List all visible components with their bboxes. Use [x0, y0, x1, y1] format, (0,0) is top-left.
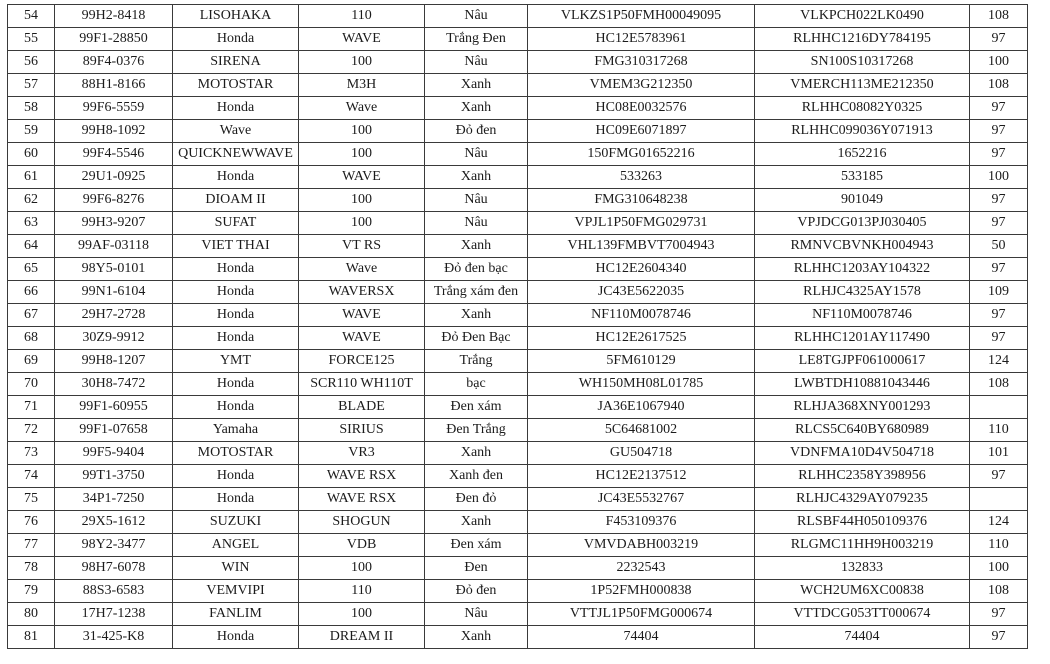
cell-engine-number: VTTJL1P50FMG000674	[528, 603, 755, 626]
cell-color: Nâu	[425, 603, 528, 626]
table-row	[8, 212, 1028, 235]
cell-engine-number: VHL139FMBVT7004943	[528, 235, 755, 258]
table-row	[8, 74, 1028, 97]
cell-frame-number: RLHJA368XNY001293	[755, 396, 970, 419]
cell-row-number: 66	[8, 281, 55, 304]
cell-model: Wave	[299, 97, 425, 120]
cell-capacity: 124	[970, 511, 1028, 534]
table-row	[8, 580, 1028, 603]
cell-color: Trắng xám đen	[425, 281, 528, 304]
cell-color: Nâu	[425, 143, 528, 166]
cell-model: SIRIUS	[299, 419, 425, 442]
cell-brand: Honda	[173, 327, 299, 350]
cell-engine-number: HC12E2604340	[528, 258, 755, 281]
cell-color: Nâu	[425, 212, 528, 235]
cell-color: Xanh	[425, 304, 528, 327]
table-row	[8, 557, 1028, 580]
cell-row-number: 59	[8, 120, 55, 143]
cell-brand: WIN	[173, 557, 299, 580]
cell-model: WAVE RSX	[299, 488, 425, 511]
table-row	[8, 373, 1028, 396]
cell-brand: YMT	[173, 350, 299, 373]
cell-engine-number: HC12E5783961	[528, 28, 755, 51]
cell-color: Trắng	[425, 350, 528, 373]
cell-brand: Honda	[173, 166, 299, 189]
cell-brand: Honda	[173, 281, 299, 304]
cell-engine-number: HC08E0032576	[528, 97, 755, 120]
table-row	[8, 534, 1028, 557]
cell-brand: Honda	[173, 373, 299, 396]
cell-model: VR3	[299, 442, 425, 465]
cell-frame-number: RLCS5C640BY680989	[755, 419, 970, 442]
cell-brand: MOTOSTAR	[173, 442, 299, 465]
cell-color: bạc	[425, 373, 528, 396]
cell-frame-number: 132833	[755, 557, 970, 580]
cell-brand: Honda	[173, 28, 299, 51]
cell-capacity: 97	[970, 97, 1028, 120]
cell-capacity: 97	[970, 28, 1028, 51]
cell-model: SCR110 WH110T	[299, 373, 425, 396]
cell-capacity: 124	[970, 350, 1028, 373]
table-row	[8, 120, 1028, 143]
table-row	[8, 166, 1028, 189]
cell-row-number: 63	[8, 212, 55, 235]
cell-frame-number: RLSBF44H050109376	[755, 511, 970, 534]
cell-engine-number: HC12E2137512	[528, 465, 755, 488]
cell-brand: VIET THAI	[173, 235, 299, 258]
cell-row-number: 77	[8, 534, 55, 557]
cell-color: Đen	[425, 557, 528, 580]
cell-color: Xanh	[425, 626, 528, 649]
cell-engine-number: FMG310648238	[528, 189, 755, 212]
cell-engine-number: HC12E2617525	[528, 327, 755, 350]
cell-engine-number: VMEM3G212350	[528, 74, 755, 97]
cell-model: WAVE	[299, 166, 425, 189]
cell-plate-number: 88H1-8166	[55, 74, 173, 97]
cell-capacity	[970, 488, 1028, 511]
cell-row-number: 70	[8, 373, 55, 396]
cell-brand: MOTOSTAR	[173, 74, 299, 97]
cell-plate-number: 98Y2-3477	[55, 534, 173, 557]
cell-plate-number: 99H3-9207	[55, 212, 173, 235]
cell-row-number: 69	[8, 350, 55, 373]
cell-model: VDB	[299, 534, 425, 557]
cell-color: Đen xám	[425, 396, 528, 419]
cell-engine-number: WH150MH08L01785	[528, 373, 755, 396]
table-row	[8, 28, 1028, 51]
cell-brand: Wave	[173, 120, 299, 143]
cell-plate-number: 98H7-6078	[55, 557, 173, 580]
cell-plate-number: 99N1-6104	[55, 281, 173, 304]
cell-row-number: 62	[8, 189, 55, 212]
cell-row-number: 60	[8, 143, 55, 166]
cell-frame-number: LWBTDH10881043446	[755, 373, 970, 396]
table-row	[8, 97, 1028, 120]
cell-plate-number: 99H8-1092	[55, 120, 173, 143]
cell-capacity: 108	[970, 5, 1028, 28]
table-row	[8, 327, 1028, 350]
cell-frame-number: RLGMC11HH9H003219	[755, 534, 970, 557]
cell-color: Xanh	[425, 74, 528, 97]
cell-capacity	[970, 396, 1028, 419]
cell-model: 110	[299, 580, 425, 603]
cell-brand: Honda	[173, 465, 299, 488]
table-row	[8, 51, 1028, 74]
cell-row-number: 55	[8, 28, 55, 51]
cell-color: Nâu	[425, 5, 528, 28]
cell-frame-number: RLHHC1201AY117490	[755, 327, 970, 350]
cell-capacity: 100	[970, 557, 1028, 580]
cell-row-number: 57	[8, 74, 55, 97]
cell-plate-number: 99F1-28850	[55, 28, 173, 51]
table-row	[8, 281, 1028, 304]
cell-color: Đen Trắng	[425, 419, 528, 442]
cell-engine-number: NF110M0078746	[528, 304, 755, 327]
cell-row-number: 56	[8, 51, 55, 74]
cell-color: Xanh	[425, 166, 528, 189]
table-row	[8, 235, 1028, 258]
cell-brand: VEMVIPI	[173, 580, 299, 603]
cell-brand: DIOAM II	[173, 189, 299, 212]
cell-model: 100	[299, 143, 425, 166]
cell-plate-number: 99F5-9404	[55, 442, 173, 465]
cell-color: Xanh	[425, 442, 528, 465]
cell-model: WAVE	[299, 327, 425, 350]
cell-capacity: 97	[970, 304, 1028, 327]
cell-color: Nâu	[425, 51, 528, 74]
cell-engine-number: 2232543	[528, 557, 755, 580]
cell-engine-number: VPJL1P50FMG029731	[528, 212, 755, 235]
cell-capacity: 110	[970, 419, 1028, 442]
cell-frame-number: RMNVCBVNKH004943	[755, 235, 970, 258]
cell-brand: LISOHAKA	[173, 5, 299, 28]
cell-color: Đen xám	[425, 534, 528, 557]
cell-capacity: 108	[970, 580, 1028, 603]
cell-frame-number: VTTDCG053TT000674	[755, 603, 970, 626]
cell-capacity: 50	[970, 235, 1028, 258]
table-row	[8, 442, 1028, 465]
cell-brand: FANLIM	[173, 603, 299, 626]
cell-frame-number: RLHJC4325AY1578	[755, 281, 970, 304]
cell-capacity: 109	[970, 281, 1028, 304]
cell-brand: Honda	[173, 626, 299, 649]
cell-frame-number: 1652216	[755, 143, 970, 166]
table-row	[8, 396, 1028, 419]
cell-color: Đỏ đen	[425, 120, 528, 143]
cell-row-number: 72	[8, 419, 55, 442]
cell-row-number: 80	[8, 603, 55, 626]
cell-frame-number: RLHHC08082Y0325	[755, 97, 970, 120]
cell-capacity: 100	[970, 166, 1028, 189]
cell-row-number: 73	[8, 442, 55, 465]
cell-frame-number: VMERCH113ME212350	[755, 74, 970, 97]
cell-capacity: 108	[970, 74, 1028, 97]
cell-plate-number: 98Y5-0101	[55, 258, 173, 281]
cell-brand: Honda	[173, 258, 299, 281]
cell-model: 100	[299, 51, 425, 74]
cell-brand: Honda	[173, 396, 299, 419]
cell-frame-number: VLKPCH022LK0490	[755, 5, 970, 28]
cell-model: WAVE	[299, 304, 425, 327]
cell-color: Xanh đen	[425, 465, 528, 488]
cell-brand: ANGEL	[173, 534, 299, 557]
cell-row-number: 61	[8, 166, 55, 189]
table-row	[8, 258, 1028, 281]
cell-model: SHOGUN	[299, 511, 425, 534]
cell-row-number: 76	[8, 511, 55, 534]
table-row	[8, 488, 1028, 511]
cell-frame-number: RLHHC099036Y071913	[755, 120, 970, 143]
cell-row-number: 65	[8, 258, 55, 281]
cell-capacity: 97	[970, 189, 1028, 212]
cell-frame-number: RLHJC4329AY079235	[755, 488, 970, 511]
cell-brand: SUZUKI	[173, 511, 299, 534]
cell-row-number: 81	[8, 626, 55, 649]
cell-frame-number: LE8TGJPF061000617	[755, 350, 970, 373]
cell-plate-number: 99F4-5546	[55, 143, 173, 166]
cell-color: Xanh	[425, 235, 528, 258]
cell-model: WAVE	[299, 28, 425, 51]
table-row	[8, 5, 1028, 28]
cell-model: 100	[299, 603, 425, 626]
cell-plate-number: 88S3-6583	[55, 580, 173, 603]
cell-model: M3H	[299, 74, 425, 97]
cell-brand: Honda	[173, 488, 299, 511]
cell-model: BLADE	[299, 396, 425, 419]
cell-engine-number: JA36E1067940	[528, 396, 755, 419]
cell-frame-number: VPJDCG013PJ030405	[755, 212, 970, 235]
cell-brand: QUICKNEWWAVE	[173, 143, 299, 166]
cell-engine-number: VLKZS1P50FMH00049095	[528, 5, 755, 28]
cell-plate-number: 99F1-60955	[55, 396, 173, 419]
cell-plate-number: 89F4-0376	[55, 51, 173, 74]
cell-model: 100	[299, 212, 425, 235]
cell-color: Nâu	[425, 189, 528, 212]
cell-capacity: 97	[970, 258, 1028, 281]
cell-frame-number: RLHHC1216DY784195	[755, 28, 970, 51]
cell-brand: Honda	[173, 304, 299, 327]
cell-frame-number: RLHHC2358Y398956	[755, 465, 970, 488]
cell-color: Đỏ Đen Bạc	[425, 327, 528, 350]
cell-model: DREAM II	[299, 626, 425, 649]
cell-model: 100	[299, 120, 425, 143]
cell-model: WAVERSX	[299, 281, 425, 304]
cell-model: 100	[299, 189, 425, 212]
cell-capacity: 97	[970, 603, 1028, 626]
cell-plate-number: 99T1-3750	[55, 465, 173, 488]
cell-engine-number: 5FM610129	[528, 350, 755, 373]
cell-row-number: 54	[8, 5, 55, 28]
table-row	[8, 511, 1028, 534]
cell-color: Xanh	[425, 511, 528, 534]
cell-color: Xanh	[425, 97, 528, 120]
cell-model: FORCE125	[299, 350, 425, 373]
cell-plate-number: 99F6-8276	[55, 189, 173, 212]
cell-capacity: 97	[970, 626, 1028, 649]
table-row	[8, 304, 1028, 327]
vehicle-table-body	[8, 5, 1028, 649]
cell-engine-number: FMG310317268	[528, 51, 755, 74]
cell-row-number: 68	[8, 327, 55, 350]
cell-engine-number: JC43E5622035	[528, 281, 755, 304]
cell-capacity: 101	[970, 442, 1028, 465]
table-row	[8, 189, 1028, 212]
cell-plate-number: 99F6-5559	[55, 97, 173, 120]
cell-frame-number: WCH2UM6XC00838	[755, 580, 970, 603]
cell-plate-number: 34P1-7250	[55, 488, 173, 511]
cell-engine-number: HC09E6071897	[528, 120, 755, 143]
cell-color: Đen đỏ	[425, 488, 528, 511]
cell-model: WAVE RSX	[299, 465, 425, 488]
cell-model: VT RS	[299, 235, 425, 258]
cell-color: Đỏ đen bạc	[425, 258, 528, 281]
cell-row-number: 78	[8, 557, 55, 580]
cell-frame-number: SN100S10317268	[755, 51, 970, 74]
cell-plate-number: 99H8-1207	[55, 350, 173, 373]
cell-frame-number: 901049	[755, 189, 970, 212]
cell-row-number: 64	[8, 235, 55, 258]
cell-engine-number: JC43E5532767	[528, 488, 755, 511]
cell-capacity: 97	[970, 212, 1028, 235]
cell-plate-number: 99AF-03118	[55, 235, 173, 258]
cell-capacity: 97	[970, 120, 1028, 143]
cell-frame-number: 74404	[755, 626, 970, 649]
cell-capacity: 108	[970, 373, 1028, 396]
cell-row-number: 71	[8, 396, 55, 419]
table-row	[8, 350, 1028, 373]
cell-color: Trắng Đen	[425, 28, 528, 51]
cell-model: 100	[299, 557, 425, 580]
cell-plate-number: 99F1-07658	[55, 419, 173, 442]
cell-model: Wave	[299, 258, 425, 281]
cell-row-number: 75	[8, 488, 55, 511]
cell-row-number: 58	[8, 97, 55, 120]
cell-brand: SIRENA	[173, 51, 299, 74]
cell-plate-number: 17H7-1238	[55, 603, 173, 626]
cell-plate-number: 30H8-7472	[55, 373, 173, 396]
cell-frame-number: VDNFMA10D4V504718	[755, 442, 970, 465]
vehicle-table	[7, 4, 1028, 649]
table-row	[8, 465, 1028, 488]
cell-plate-number: 29H7-2728	[55, 304, 173, 327]
cell-row-number: 67	[8, 304, 55, 327]
cell-engine-number: 5C64681002	[528, 419, 755, 442]
cell-plate-number: 29X5-1612	[55, 511, 173, 534]
cell-engine-number: 533263	[528, 166, 755, 189]
cell-brand: Yamaha	[173, 419, 299, 442]
cell-engine-number: 74404	[528, 626, 755, 649]
cell-engine-number: 150FMG01652216	[528, 143, 755, 166]
cell-capacity: 97	[970, 143, 1028, 166]
cell-capacity: 97	[970, 465, 1028, 488]
cell-frame-number: RLHHC1203AY104322	[755, 258, 970, 281]
cell-plate-number: 31-425-K8	[55, 626, 173, 649]
table-row	[8, 143, 1028, 166]
cell-row-number: 74	[8, 465, 55, 488]
cell-model: 110	[299, 5, 425, 28]
cell-brand: SUFAT	[173, 212, 299, 235]
cell-plate-number: 30Z9-9912	[55, 327, 173, 350]
cell-frame-number: NF110M0078746	[755, 304, 970, 327]
cell-engine-number: VMVDABH003219	[528, 534, 755, 557]
cell-color: Đỏ đen	[425, 580, 528, 603]
table-row	[8, 419, 1028, 442]
cell-plate-number: 29U1-0925	[55, 166, 173, 189]
cell-frame-number: 533185	[755, 166, 970, 189]
table-row	[8, 603, 1028, 626]
cell-engine-number: 1P52FMH000838	[528, 580, 755, 603]
table-row	[8, 626, 1028, 649]
cell-plate-number: 99H2-8418	[55, 5, 173, 28]
cell-row-number: 79	[8, 580, 55, 603]
cell-capacity: 97	[970, 327, 1028, 350]
cell-capacity: 100	[970, 51, 1028, 74]
cell-brand: Honda	[173, 97, 299, 120]
cell-capacity: 110	[970, 534, 1028, 557]
cell-engine-number: GU504718	[528, 442, 755, 465]
cell-engine-number: F453109376	[528, 511, 755, 534]
